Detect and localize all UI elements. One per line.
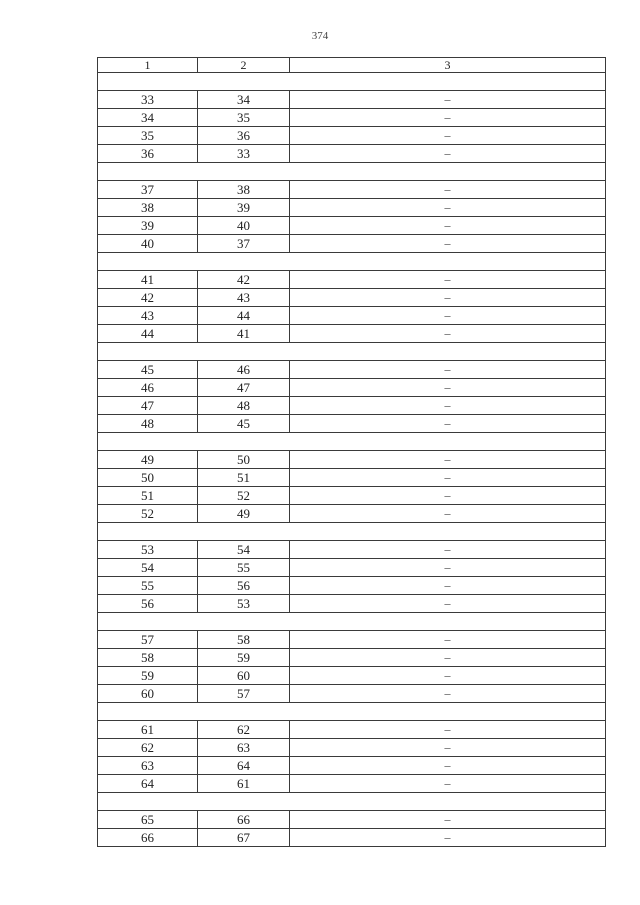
table-cell-col-3: – — [290, 451, 606, 469]
table-cell-col-2: 39 — [198, 199, 290, 217]
table-cell-col-2: 46 — [198, 361, 290, 379]
table-header-row — [98, 58, 606, 73]
table-row — [98, 397, 606, 415]
spacer-cell — [98, 523, 606, 541]
table-cell-col-2: 40 — [198, 217, 290, 235]
table-cell-col-1: 40 — [98, 235, 198, 253]
table-row — [98, 757, 606, 775]
table-cell-col-3: – — [290, 469, 606, 487]
table-cell-col-1: 46 — [98, 379, 198, 397]
spacer-row — [98, 253, 606, 271]
table-cell-col-3: – — [290, 631, 606, 649]
table-cell-col-2: 63 — [198, 739, 290, 757]
spacer-row — [98, 163, 606, 181]
spacer-cell — [98, 703, 606, 721]
table-cell-col-1: 59 — [98, 667, 198, 685]
table-cell-col-3: – — [290, 307, 606, 325]
table-cell-col-2: 34 — [198, 91, 290, 109]
table-row — [98, 541, 606, 559]
table-row — [98, 775, 606, 793]
column-header-2: 2 — [198, 58, 290, 73]
table-cell-col-1: 49 — [98, 451, 198, 469]
table-row — [98, 91, 606, 109]
table-row — [98, 469, 606, 487]
table-row — [98, 451, 606, 469]
table-cell-col-2: 67 — [198, 829, 290, 847]
table-cell-col-2: 53 — [198, 595, 290, 613]
table-row — [98, 667, 606, 685]
table-cell-col-2: 52 — [198, 487, 290, 505]
table-row — [98, 811, 606, 829]
table-cell-col-3: – — [290, 217, 606, 235]
table-row — [98, 235, 606, 253]
table-row — [98, 109, 606, 127]
spacer-cell — [98, 163, 606, 181]
table-cell-col-3: – — [290, 577, 606, 595]
table-row — [98, 307, 606, 325]
spacer-row — [98, 343, 606, 361]
table-row — [98, 217, 606, 235]
spacer-row — [98, 523, 606, 541]
spacer-cell — [98, 343, 606, 361]
table-cell-col-3: – — [290, 757, 606, 775]
table-cell-col-2: 43 — [198, 289, 290, 307]
table-cell-col-3: – — [290, 559, 606, 577]
spacer-cell — [98, 793, 606, 811]
table-cell-col-2: 36 — [198, 127, 290, 145]
table-cell-col-1: 35 — [98, 127, 198, 145]
table-cell-col-2: 59 — [198, 649, 290, 667]
spacer-row — [98, 613, 606, 631]
table-cell-col-2: 48 — [198, 397, 290, 415]
table-cell-col-2: 60 — [198, 667, 290, 685]
table-cell-col-3: – — [290, 739, 606, 757]
table-row — [98, 739, 606, 757]
table-row — [98, 649, 606, 667]
table-cell-col-3: – — [290, 505, 606, 523]
table-cell-col-1: 43 — [98, 307, 198, 325]
table-cell-col-1: 34 — [98, 109, 198, 127]
table-cell-col-2: 41 — [198, 325, 290, 343]
table-cell-col-3: – — [290, 235, 606, 253]
table-cell-col-3: – — [290, 829, 606, 847]
table-cell-col-1: 36 — [98, 145, 198, 163]
table-cell-col-3: – — [290, 595, 606, 613]
table-cell-col-3: – — [290, 397, 606, 415]
table-cell-col-3: – — [290, 199, 606, 217]
table-cell-col-3: – — [290, 775, 606, 793]
table-cell-col-3: – — [290, 811, 606, 829]
table-row — [98, 685, 606, 703]
table-cell-col-1: 56 — [98, 595, 198, 613]
spacer-row — [98, 73, 606, 91]
table-row — [98, 127, 606, 145]
table-row — [98, 559, 606, 577]
table-cell-col-3: – — [290, 361, 606, 379]
table-cell-col-1: 51 — [98, 487, 198, 505]
table-row — [98, 271, 606, 289]
table-cell-col-1: 57 — [98, 631, 198, 649]
table-row — [98, 289, 606, 307]
table-cell-col-3: – — [290, 415, 606, 433]
spacer-cell — [98, 73, 606, 91]
spacer-row — [98, 703, 606, 721]
table-cell-col-1: 61 — [98, 721, 198, 739]
data-table — [97, 57, 606, 847]
table-cell-col-3: – — [290, 721, 606, 739]
table-cell-col-2: 51 — [198, 469, 290, 487]
table-cell-col-2: 62 — [198, 721, 290, 739]
table-row — [98, 631, 606, 649]
table-cell-col-2: 50 — [198, 451, 290, 469]
table-cell-col-1: 39 — [98, 217, 198, 235]
table-cell-col-2: 64 — [198, 757, 290, 775]
table-cell-col-3: – — [290, 667, 606, 685]
table-cell-col-1: 50 — [98, 469, 198, 487]
table-row — [98, 361, 606, 379]
table-cell-col-3: – — [290, 91, 606, 109]
table-cell-col-2: 66 — [198, 811, 290, 829]
table-row — [98, 829, 606, 847]
table-cell-col-2: 56 — [198, 577, 290, 595]
table-cell-col-1: 66 — [98, 829, 198, 847]
table-cell-col-2: 55 — [198, 559, 290, 577]
table-cell-col-1: 64 — [98, 775, 198, 793]
table-cell-col-3: – — [290, 325, 606, 343]
table-cell-col-3: – — [290, 127, 606, 145]
table-cell-col-1: 45 — [98, 361, 198, 379]
table-cell-col-1: 41 — [98, 271, 198, 289]
table-row — [98, 415, 606, 433]
page-number: 374 — [311, 30, 329, 42]
table-cell-col-2: 58 — [198, 631, 290, 649]
table-cell-col-1: 62 — [98, 739, 198, 757]
table-cell-col-1: 63 — [98, 757, 198, 775]
table-cell-col-1: 54 — [98, 559, 198, 577]
column-header-1: 1 — [98, 58, 198, 73]
table-cell-col-1: 38 — [98, 199, 198, 217]
table-cell-col-2: 44 — [198, 307, 290, 325]
table-row — [98, 487, 606, 505]
table-cell-col-2: 61 — [198, 775, 290, 793]
table-cell-col-2: 45 — [198, 415, 290, 433]
table-cell-col-1: 52 — [98, 505, 198, 523]
table-cell-col-2: 47 — [198, 379, 290, 397]
table-cell-col-1: 48 — [98, 415, 198, 433]
table-cell-col-1: 58 — [98, 649, 198, 667]
table-cell-col-2: 38 — [198, 181, 290, 199]
table-cell-col-2: 42 — [198, 271, 290, 289]
spacer-row — [98, 793, 606, 811]
table-cell-col-3: – — [290, 487, 606, 505]
table-cell-col-3: – — [290, 541, 606, 559]
spacer-row — [98, 433, 606, 451]
table-cell-col-3: – — [290, 145, 606, 163]
table-cell-col-3: – — [290, 649, 606, 667]
table-row — [98, 505, 606, 523]
table-cell-col-1: 55 — [98, 577, 198, 595]
table-cell-col-1: 65 — [98, 811, 198, 829]
table-row — [98, 379, 606, 397]
table-cell-col-2: 57 — [198, 685, 290, 703]
table-cell-col-1: 60 — [98, 685, 198, 703]
table-cell-col-1: 42 — [98, 289, 198, 307]
table-cell-col-3: – — [290, 271, 606, 289]
table-row — [98, 721, 606, 739]
table-cell-col-1: 44 — [98, 325, 198, 343]
table-cell-col-2: 35 — [198, 109, 290, 127]
table-row — [98, 145, 606, 163]
table-row — [98, 577, 606, 595]
table-cell-col-2: 37 — [198, 235, 290, 253]
table-row — [98, 325, 606, 343]
table-row — [98, 199, 606, 217]
table-cell-col-1: 47 — [98, 397, 198, 415]
table-row — [98, 181, 606, 199]
table-cell-col-3: – — [290, 685, 606, 703]
table-row — [98, 595, 606, 613]
spacer-cell — [98, 253, 606, 271]
spacer-cell — [98, 433, 606, 451]
table-cell-col-1: 33 — [98, 91, 198, 109]
column-header-3: 3 — [290, 58, 606, 73]
table-cell-col-1: 53 — [98, 541, 198, 559]
spacer-cell — [98, 613, 606, 631]
table-cell-col-2: 54 — [198, 541, 290, 559]
table-cell-col-2: 33 — [198, 145, 290, 163]
table-cell-col-3: – — [290, 289, 606, 307]
table-cell-col-3: – — [290, 379, 606, 397]
table-cell-col-3: – — [290, 181, 606, 199]
table-cell-col-2: 49 — [198, 505, 290, 523]
table-cell-col-1: 37 — [98, 181, 198, 199]
table-cell-col-3: – — [290, 109, 606, 127]
